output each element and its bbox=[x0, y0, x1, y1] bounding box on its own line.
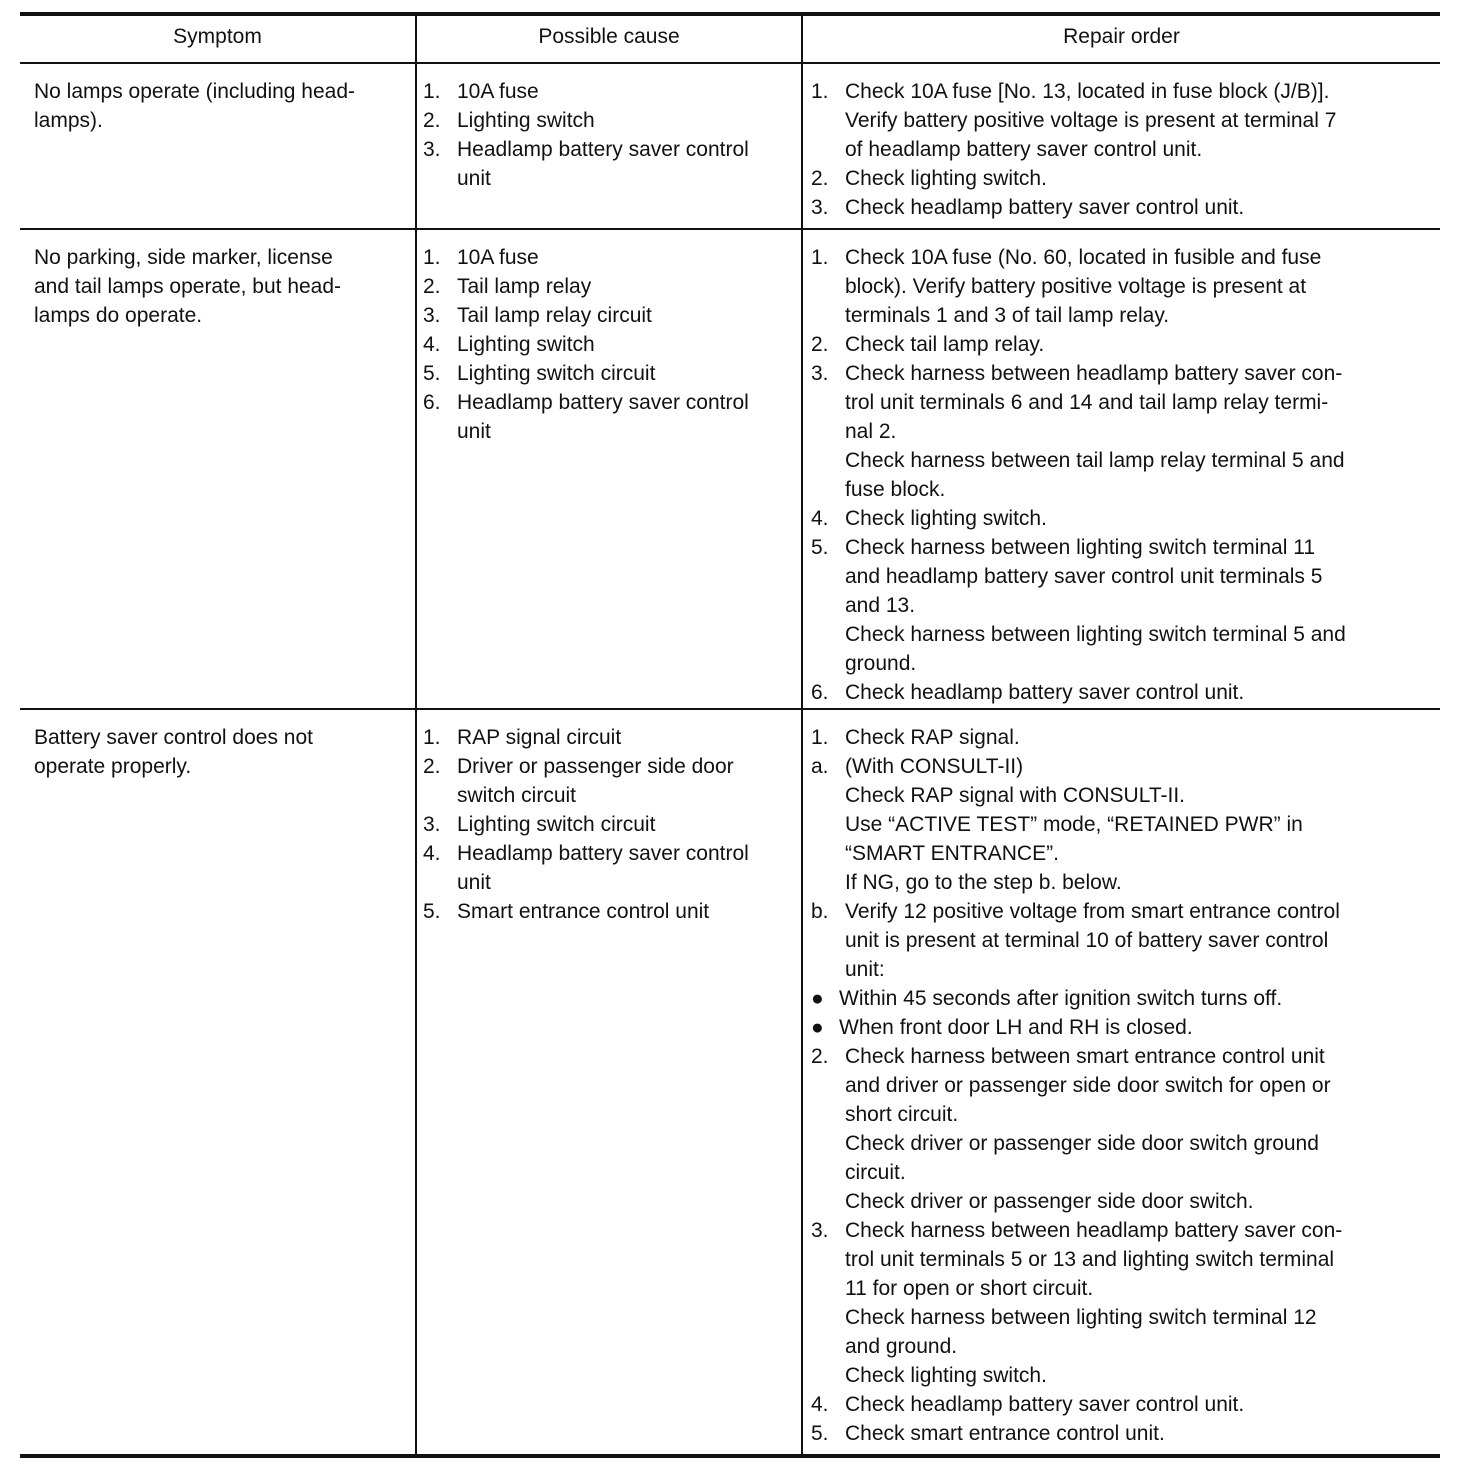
list-item-text: and driver or passenger side door switch for open or bbox=[845, 1074, 1331, 1097]
symptom-cell bbox=[20, 230, 415, 717]
list-marker bbox=[811, 591, 845, 620]
list-item-text: short circuit. bbox=[845, 1103, 959, 1126]
repair-step bbox=[811, 723, 1432, 752]
list-item-text: fuse block. bbox=[845, 478, 946, 501]
table-row bbox=[20, 64, 1440, 228]
cause-item bbox=[423, 752, 795, 781]
list-marker: 1. bbox=[423, 726, 441, 749]
repair-step bbox=[811, 649, 1432, 678]
repair-step bbox=[811, 243, 1432, 272]
list-item-text: Use “ACTIVE TEST” mode, “RETAINED PWR” in bbox=[845, 813, 1303, 836]
repair-step bbox=[811, 1216, 1432, 1245]
list-marker bbox=[423, 868, 457, 897]
list-item-text: Check headlamp battery saver control unit. bbox=[845, 196, 1245, 219]
repair-step bbox=[811, 591, 1432, 620]
possible-cause-cell bbox=[415, 64, 801, 232]
list-marker: b. bbox=[811, 900, 829, 923]
list-item-text: Check harness between lighting switch terminal 11 bbox=[845, 536, 1316, 559]
list-marker: 1. bbox=[811, 726, 829, 749]
repair-step bbox=[811, 752, 1432, 781]
list-marker: 2. bbox=[811, 167, 829, 190]
repair-step bbox=[811, 533, 1432, 562]
list-item-text: Headlamp battery saver control bbox=[457, 842, 749, 865]
repair-step bbox=[811, 1303, 1432, 1332]
cause-item bbox=[423, 417, 795, 446]
list-item-text: trol unit terminals 5 or 13 and lighting switch terminal bbox=[845, 1248, 1335, 1271]
repair-order-cell bbox=[801, 230, 1440, 717]
repair-step bbox=[811, 1419, 1432, 1448]
list-marker bbox=[811, 1100, 845, 1129]
list-item-text: Check RAP signal with CONSULT-II. bbox=[845, 784, 1185, 807]
list-marker: 2. bbox=[423, 109, 441, 132]
repair-step bbox=[811, 1245, 1432, 1274]
list-item-text: “SMART ENTRANCE”. bbox=[845, 842, 1059, 865]
list-marker bbox=[423, 164, 457, 193]
list-item-text: Tail lamp relay circuit bbox=[457, 304, 652, 327]
list-item-text: Check 10A fuse (No. 60, located in fusible and fuse bbox=[845, 246, 1322, 269]
cause-item bbox=[423, 897, 795, 926]
cause-item bbox=[423, 388, 795, 417]
repair-order-cell bbox=[801, 710, 1440, 1458]
list-marker: 5. bbox=[423, 362, 441, 385]
list-marker bbox=[811, 417, 845, 446]
repair-order-cell bbox=[801, 64, 1440, 232]
cause-item bbox=[423, 781, 795, 810]
symptom-text-line: No lamps operate (including head- bbox=[34, 80, 356, 103]
list-marker bbox=[811, 1361, 845, 1390]
list-item-text: block). Verify battery positive voltage is present at bbox=[845, 275, 1307, 298]
list-marker: 5. bbox=[811, 1422, 829, 1445]
list-marker: 4. bbox=[811, 1393, 829, 1416]
header-symptom: Symptom bbox=[173, 25, 262, 48]
list-item-text: Check driver or passenger side door switch ground bbox=[845, 1132, 1319, 1155]
list-item-text: Within 45 seconds after ignition switch turns off. bbox=[839, 987, 1283, 1010]
list-item-text: Check lighting switch. bbox=[845, 167, 1047, 190]
list-marker bbox=[811, 446, 845, 475]
list-item-text: Check harness between headlamp battery saver con- bbox=[845, 362, 1343, 385]
symptom-text-line: Battery saver control does not bbox=[34, 726, 313, 749]
repair-step bbox=[811, 955, 1432, 984]
symptom-text-line: No parking, side marker, license bbox=[34, 246, 333, 269]
list-marker bbox=[811, 562, 845, 591]
bullet-marker: ● bbox=[811, 987, 824, 1010]
list-marker: 2. bbox=[811, 333, 829, 356]
list-marker: 2. bbox=[423, 275, 441, 298]
list-item-text: and headlamp battery saver control unit terminals 5 bbox=[845, 565, 1323, 588]
list-item-text: Check driver or passenger side door switch. bbox=[845, 1190, 1254, 1213]
repair-step bbox=[811, 1129, 1432, 1158]
list-marker: 3. bbox=[423, 304, 441, 327]
repair-step bbox=[811, 272, 1432, 301]
repair-step bbox=[811, 417, 1432, 446]
list-item-text: unit bbox=[457, 167, 491, 190]
repair-step bbox=[811, 1332, 1432, 1361]
list-marker bbox=[423, 781, 457, 810]
list-item-text: Check tail lamp relay. bbox=[845, 333, 1045, 356]
list-item-text: Check headlamp battery saver control unit. bbox=[845, 1393, 1245, 1416]
header-repair-order: Repair order bbox=[801, 16, 1440, 62]
list-item-text: Driver or passenger side door bbox=[457, 755, 734, 778]
list-item-text: Lighting switch bbox=[457, 333, 595, 356]
symptom-text-line: and tail lamps operate, but head- bbox=[34, 275, 342, 298]
list-item-text: RAP signal circuit bbox=[457, 726, 622, 749]
list-item-text: and 13. bbox=[845, 594, 916, 617]
repair-step bbox=[811, 164, 1432, 193]
repair-step bbox=[811, 620, 1432, 649]
cause-item bbox=[423, 301, 795, 330]
troubleshooting-table bbox=[20, 12, 1440, 1458]
list-marker: 3. bbox=[811, 1219, 829, 1242]
list-marker: 2. bbox=[423, 755, 441, 778]
list-item-text: Lighting switch circuit bbox=[457, 813, 656, 836]
list-item-text: terminals 1 and 3 of tail lamp relay. bbox=[845, 304, 1170, 327]
symptom-text-line: lamps). bbox=[34, 109, 103, 132]
cause-item bbox=[423, 243, 795, 272]
list-marker: 3. bbox=[811, 362, 829, 385]
list-item-text: ground. bbox=[845, 652, 917, 675]
repair-step bbox=[811, 984, 1432, 1013]
table-row bbox=[20, 708, 1440, 1454]
list-marker bbox=[811, 781, 845, 810]
list-marker: 4. bbox=[811, 507, 829, 530]
list-marker bbox=[811, 955, 845, 984]
table-row bbox=[20, 228, 1440, 708]
repair-step bbox=[811, 1100, 1432, 1129]
possible-cause-cell bbox=[415, 710, 801, 1458]
repair-step bbox=[811, 135, 1432, 164]
cause-item bbox=[423, 164, 795, 193]
list-marker bbox=[811, 388, 845, 417]
repair-step bbox=[811, 504, 1432, 533]
list-marker: 4. bbox=[423, 842, 441, 865]
list-item-text: Headlamp battery saver control bbox=[457, 138, 749, 161]
cause-item bbox=[423, 868, 795, 897]
list-item-text: Tail lamp relay bbox=[457, 275, 592, 298]
list-marker bbox=[811, 926, 845, 955]
list-marker bbox=[811, 475, 845, 504]
list-item-text: Check headlamp battery saver control unit. bbox=[845, 681, 1245, 704]
symptom-cell bbox=[20, 710, 415, 1458]
list-marker: 6. bbox=[811, 681, 829, 704]
list-marker bbox=[811, 135, 845, 164]
cause-item bbox=[423, 77, 795, 106]
list-item-text: If NG, go to the step b. below. bbox=[845, 871, 1122, 894]
list-marker: 1. bbox=[811, 246, 829, 269]
bullet-marker: ● bbox=[811, 1016, 824, 1039]
cause-item bbox=[423, 272, 795, 301]
list-marker bbox=[811, 272, 845, 301]
list-item-text: Verify 12 positive voltage from smart entrance control bbox=[845, 900, 1340, 923]
list-marker: a. bbox=[811, 755, 829, 778]
list-marker: 3. bbox=[811, 196, 829, 219]
cause-item bbox=[423, 135, 795, 164]
repair-step bbox=[811, 897, 1432, 926]
list-item-text: Check harness between smart entrance control unit bbox=[845, 1045, 1325, 1068]
repair-step bbox=[811, 1013, 1432, 1042]
list-item-text: When front door LH and RH is closed. bbox=[839, 1016, 1193, 1039]
list-item-text: Verify battery positive voltage is present at terminal 7 bbox=[845, 109, 1337, 132]
list-item-text: Check harness between lighting switch terminal 12 bbox=[845, 1306, 1317, 1329]
repair-step bbox=[811, 839, 1432, 868]
repair-step bbox=[811, 330, 1432, 359]
repair-step bbox=[811, 388, 1432, 417]
list-marker bbox=[811, 1129, 845, 1158]
list-item-text: Smart entrance control unit bbox=[457, 900, 710, 923]
list-marker bbox=[811, 1071, 845, 1100]
list-marker: 1. bbox=[423, 246, 441, 269]
list-marker: 1. bbox=[811, 80, 829, 103]
list-marker bbox=[811, 839, 845, 868]
list-item-text: 11 for open or short circuit. bbox=[845, 1277, 1094, 1300]
list-item-text: Check harness between headlamp battery saver con- bbox=[845, 1219, 1343, 1242]
repair-step bbox=[811, 475, 1432, 504]
repair-step bbox=[811, 193, 1432, 222]
list-marker bbox=[811, 620, 845, 649]
list-marker: 6. bbox=[423, 391, 441, 414]
repair-step bbox=[811, 301, 1432, 330]
repair-step bbox=[811, 1042, 1432, 1071]
list-marker bbox=[811, 868, 845, 897]
list-item-text: Check harness between tail lamp relay terminal 5 and bbox=[845, 449, 1345, 472]
symptom-cell bbox=[20, 64, 415, 232]
list-item-text: Check harness between lighting switch terminal 5 and bbox=[845, 623, 1346, 646]
cause-item bbox=[423, 330, 795, 359]
list-marker: 3. bbox=[423, 813, 441, 836]
list-item-text: Headlamp battery saver control bbox=[457, 391, 749, 414]
list-marker: 4. bbox=[423, 333, 441, 356]
list-marker bbox=[811, 1303, 845, 1332]
repair-step bbox=[811, 868, 1432, 897]
list-marker: 3. bbox=[423, 138, 441, 161]
list-item-text: Lighting switch circuit bbox=[457, 362, 656, 385]
symptom-text-line: lamps do operate. bbox=[34, 304, 203, 327]
list-item-text: and ground. bbox=[845, 1335, 958, 1358]
list-marker bbox=[423, 417, 457, 446]
possible-cause-cell bbox=[415, 230, 801, 717]
list-marker: 5. bbox=[811, 536, 829, 559]
repair-step bbox=[811, 1390, 1432, 1419]
repair-step bbox=[811, 781, 1432, 810]
list-marker bbox=[811, 1187, 845, 1216]
list-item-text: Check lighting switch. bbox=[845, 507, 1047, 530]
list-marker: 2. bbox=[811, 1045, 829, 1068]
cause-item bbox=[423, 839, 795, 868]
list-item-text: trol unit terminals 6 and 14 and tail lamp relay termi- bbox=[845, 391, 1329, 414]
cause-item bbox=[423, 723, 795, 752]
list-item-text: Check 10A fuse [No. 13, located in fuse block (J/B)]. bbox=[845, 80, 1330, 103]
cause-item bbox=[423, 359, 795, 388]
list-item-text: Check RAP signal. bbox=[845, 726, 1020, 749]
list-item-text: of headlamp battery saver control unit. bbox=[845, 138, 1203, 161]
list-item-text: Check lighting switch. bbox=[845, 1364, 1047, 1387]
list-marker bbox=[811, 1158, 845, 1187]
repair-step bbox=[811, 1158, 1432, 1187]
repair-step bbox=[811, 562, 1432, 591]
repair-step bbox=[811, 359, 1432, 388]
list-marker bbox=[811, 1332, 845, 1361]
list-marker bbox=[811, 301, 845, 330]
repair-step bbox=[811, 810, 1432, 839]
list-item-text: unit bbox=[457, 420, 491, 443]
list-marker bbox=[811, 106, 845, 135]
repair-step bbox=[811, 77, 1432, 106]
list-marker bbox=[811, 1245, 845, 1274]
repair-step bbox=[811, 1187, 1432, 1216]
cause-item bbox=[423, 810, 795, 839]
table-header bbox=[20, 16, 1440, 64]
list-item-text: switch circuit bbox=[457, 784, 577, 807]
repair-step bbox=[811, 1361, 1432, 1390]
list-item-text: 10A fuse bbox=[457, 80, 539, 103]
repair-step bbox=[811, 1071, 1432, 1100]
list-marker bbox=[811, 1274, 845, 1303]
list-item-text: 10A fuse bbox=[457, 246, 539, 269]
repair-step bbox=[811, 446, 1432, 475]
list-item-text: unit bbox=[457, 871, 491, 894]
list-marker: 1. bbox=[423, 80, 441, 103]
list-item-text: Lighting switch bbox=[457, 109, 595, 132]
list-marker: 5. bbox=[423, 900, 441, 923]
list-marker bbox=[811, 810, 845, 839]
list-item-text: unit is present at terminal 10 of battery saver control bbox=[845, 929, 1329, 952]
repair-step bbox=[811, 106, 1432, 135]
header-possible-cause: Possible cause bbox=[415, 16, 801, 62]
list-item-text: nal 2. bbox=[845, 420, 897, 443]
symptom-text-line: operate properly. bbox=[34, 755, 192, 778]
cause-item bbox=[423, 106, 795, 135]
repair-step bbox=[811, 1274, 1432, 1303]
repair-step bbox=[811, 678, 1432, 707]
list-item-text: circuit. bbox=[845, 1161, 906, 1184]
list-item-text: Check smart entrance control unit. bbox=[845, 1422, 1165, 1445]
list-item-text: unit: bbox=[845, 958, 885, 981]
list-marker bbox=[811, 649, 845, 678]
repair-step bbox=[811, 926, 1432, 955]
list-item-text: (With CONSULT-II) bbox=[845, 755, 1024, 778]
